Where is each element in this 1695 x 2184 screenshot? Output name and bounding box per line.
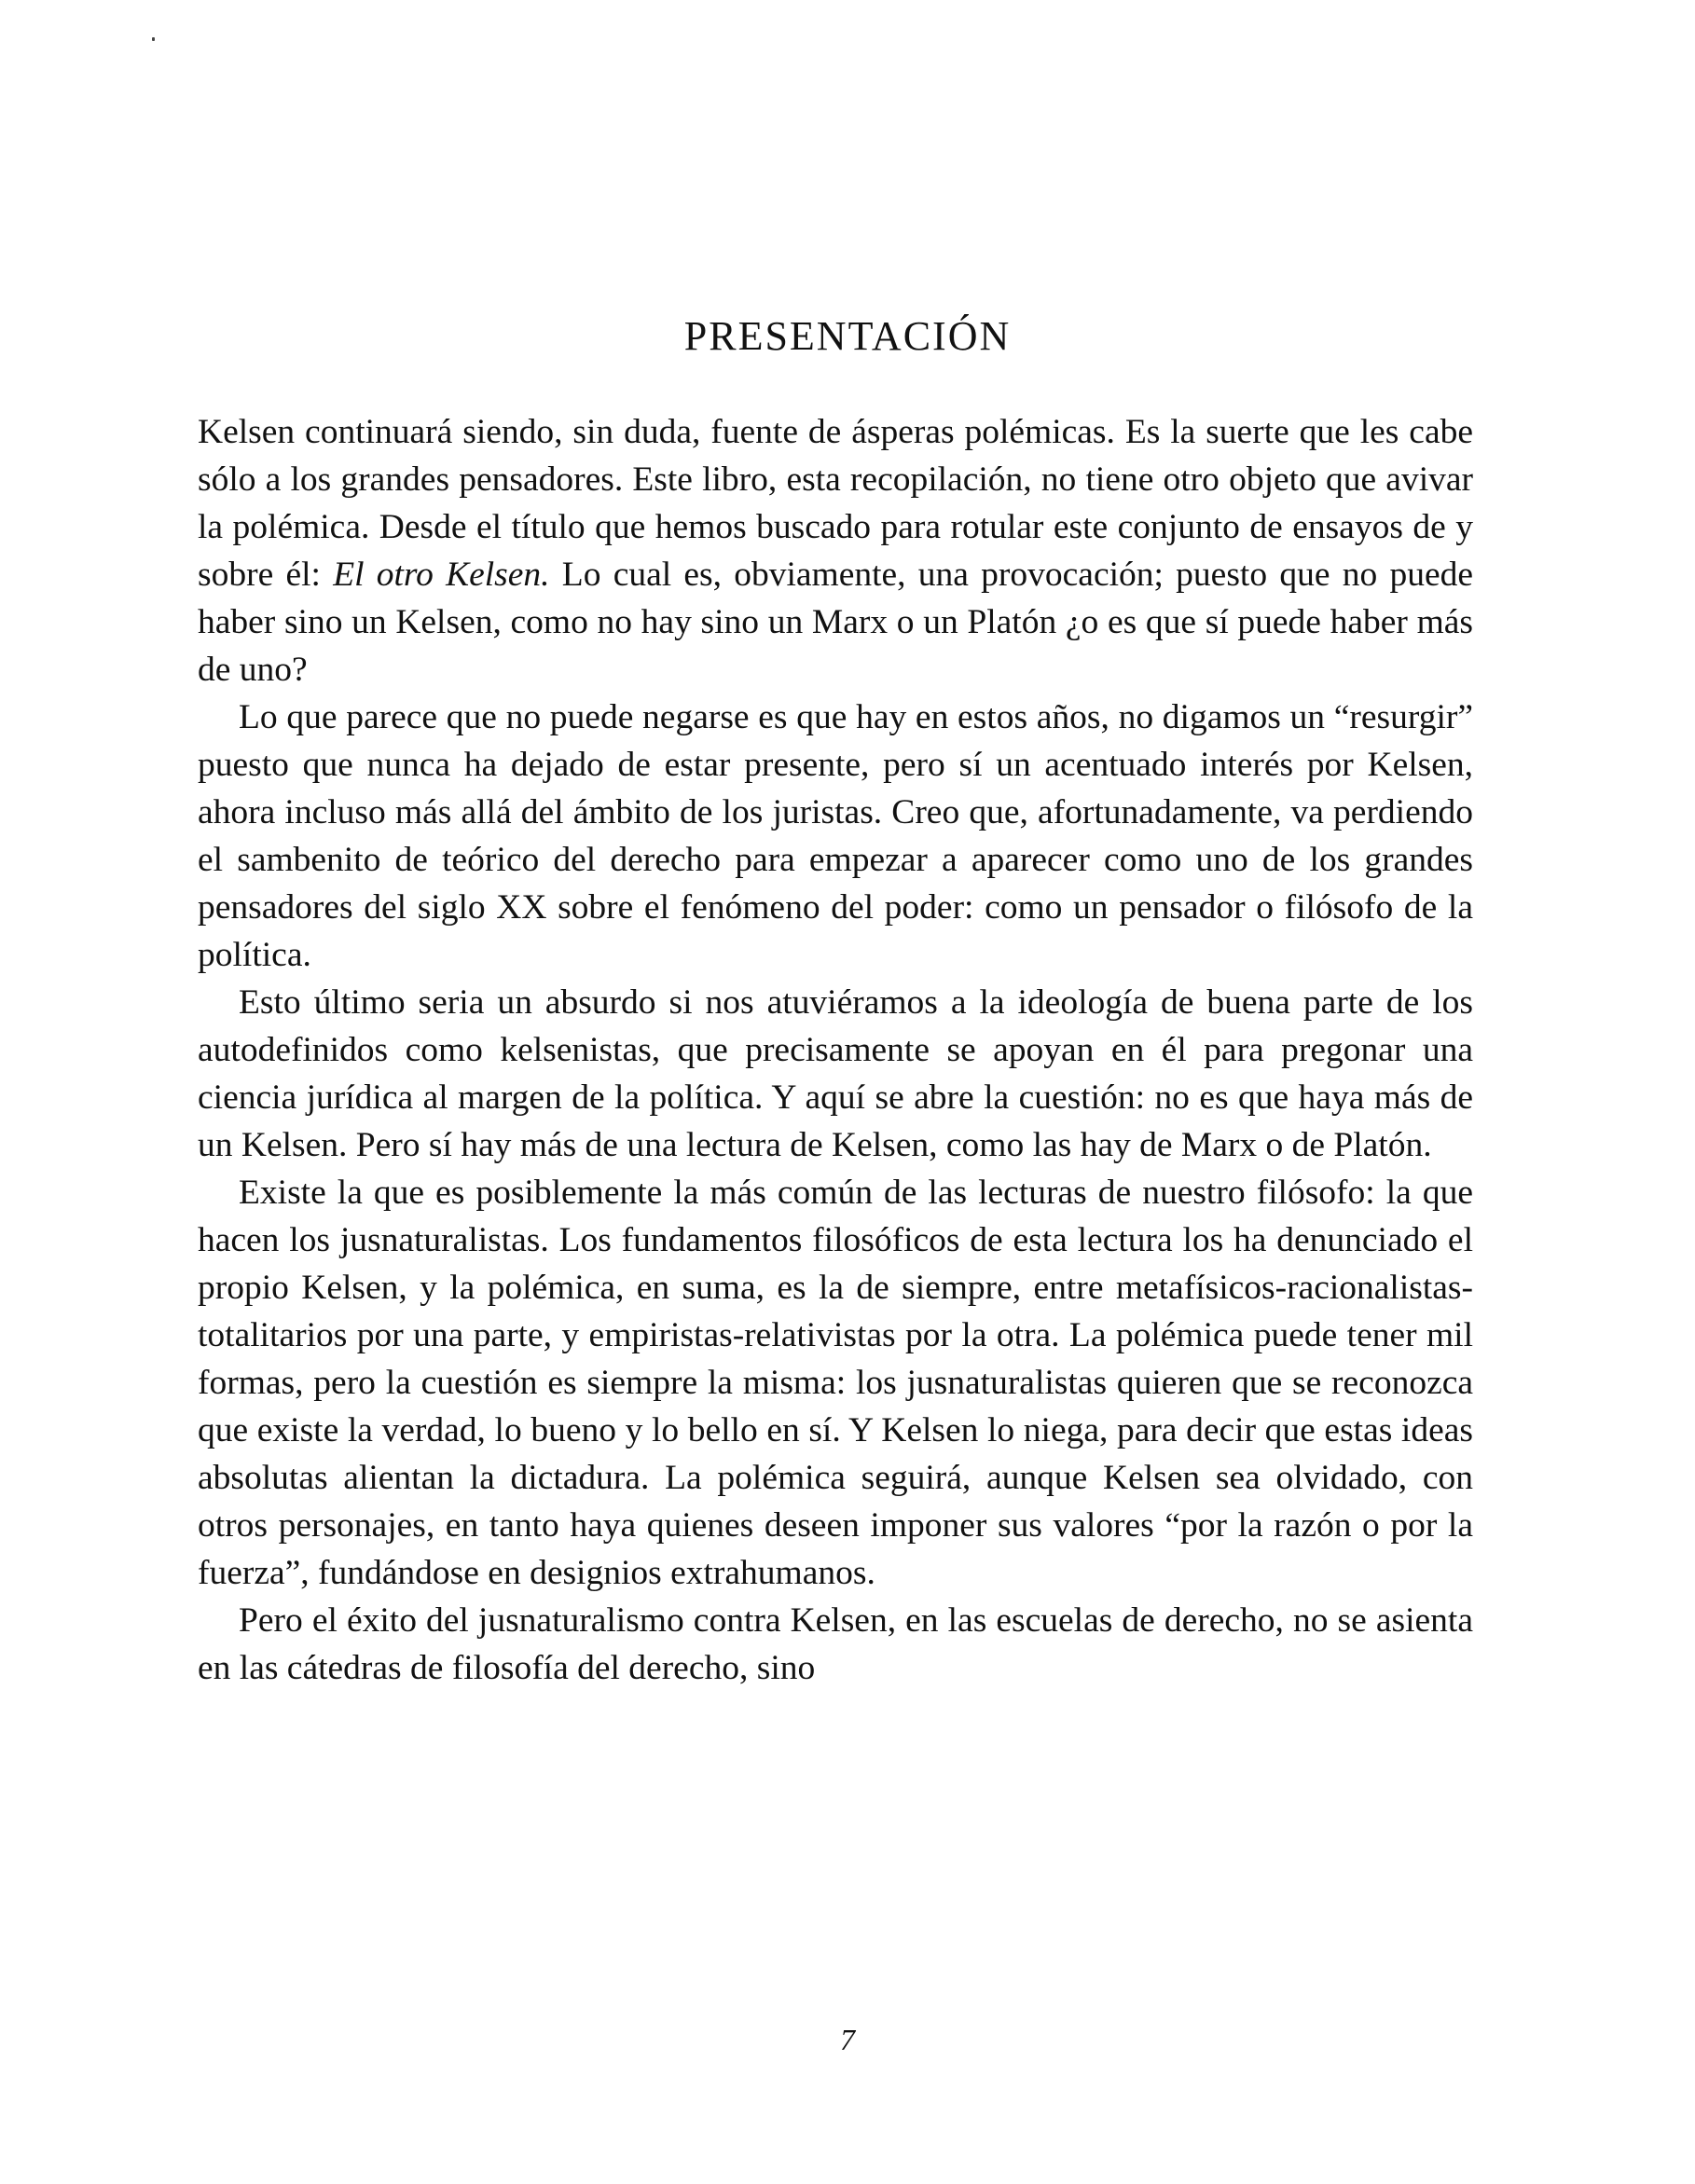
paragraph-1 [198,408,1473,694]
paragraph-1-text: Kelsen continuará siendo, sin duda, fuente de ásperas polémicas. Es la suerte que les cabe sólo a los grandes pensadores. Este libro, esta recopilación, no tiene otro objeto que avivar la polémica. Desde el título que hemos buscado para rotular este conjunto de ensayos de y sobre él: [198,413,1473,594]
paragraph-2: Lo que parece que no puede negarse es que hay en estos años, no digamos un “resurgir” puesto que nunca ha dejado de estar presente, pero sí un acentuado interés por Kelsen, ahora incluso más allá del ámbito de los juristas. Creo que, afortunadamente, va perdiendo el sambenito de teórico del derecho para empezar a aparecer como uno de los grandes pensadores del siglo XX sobre el fenómeno del poder: como un pensador o filósofo de la política. [198,698,1473,974]
paragraph-5: Pero el éxito del jusnaturalismo contra Kelsen, en las escuelas de derecho, no se asienta en las cátedras de filosofía del derecho, sino [198,1601,1473,1687]
body-text [198,408,1473,1692]
scan-speck [152,37,155,41]
book-title-emphasis: El otro Kelsen. [333,556,550,594]
paragraph-1-text-continued: Lo cual es, obviamente, una provocación; puesto que no puede haber sino un Kelsen, como no hay sino un Marx o un Platón ¿o es que sí puede haber más de uno? [198,556,1473,689]
paragraph-4: Existe la que es posiblemente la más común de las lecturas de nuestro filósofo: la que hacen los jusnaturalistas. Los fundamentos filosóficos de esta lectura los ha denunciado el propio Kelsen, y la polémica, en suma, es la de siempre, entre metafísicos-racionalistas-totalitarios por una parte, y empiristas-relativistas por la otra. La polémica puede tener mil formas, pero la cuestión es siempre la misma: los jusnaturalistas quieren que se reconozca que existe la verdad, lo bueno y lo bello en sí. Y Kelsen lo niega, para decir que estas ideas absolutas alientan la dictadura. La polémica seguirá, aunque Kelsen sea olvidado, con otros personajes, en tanto haya quienes deseen imponer sus valores “por la razón o por la fuerza”, fundándose en designios extrahumanos. [198,1174,1473,1592]
page-title: PRESENTACIÓN [683,313,1012,359]
paragraph-3: Esto último seria un absurdo si nos atuviéramos a la ideología de buena parte de los autodefinidos como kelsenistas, que precisamente se apoyan en él para pregonar una ciencia jurídica al margen de la política. Y aquí se abre la cuestión: no es que haya más de un Kelsen. Pero sí hay más de una lectura de Kelsen, como las hay de Marx o de Platón. [198,983,1473,1164]
page-number: 7 [840,2023,855,2056]
